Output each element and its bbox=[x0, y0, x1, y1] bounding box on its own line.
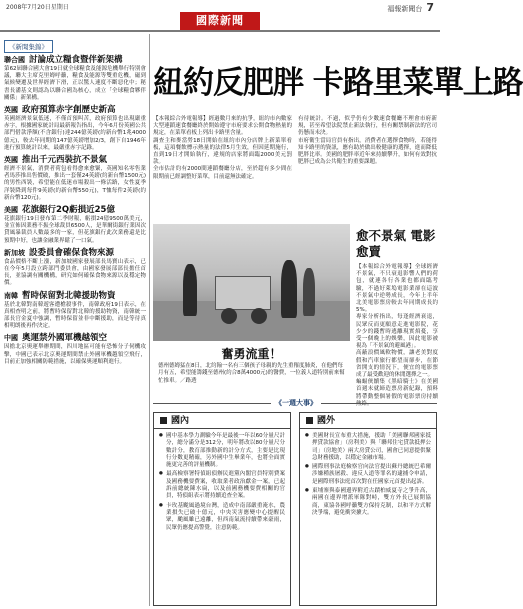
digest-body: 花旗銀行19日發布第二季財報，虧損24億9500萬美元，並宣佈因業務不振全球裁員6500人，是華爾街銀行業因次貸風暴裁員人數最多的一家，但花旗銀行此次業務還是比預期中好，也讓金融業界鬆了一口氣。 bbox=[4, 216, 146, 244]
news-photo bbox=[153, 224, 350, 341]
foreign-title-text: 國外 bbox=[317, 416, 336, 426]
photo-caption: 德州德姆猛在8日，北約翰一名有三個孩子母親的先生重罹度肺炎，在他們每月有五，希望能籌錢至德州(約合8萬4000元)的醫費，一位義人道特別前來幫忙推車。／路透 bbox=[158, 363, 345, 384]
digest-body: 英國經濟景氣低迷，不僅首預叫苦，政府預算也出現嚴重赤字，根據國家統計局最新報告指出，今年6月份英國公共部門借款淨額(不含銀行)達244億英鎊(約新台幣1兆4000億元)，較去年同期的147億英鎊增加2/3，創下自1946年進行預算統計以來，最嚴重赤字記錄。 bbox=[4, 116, 146, 151]
photo-title: 奮勇流重！ bbox=[221, 347, 282, 361]
photo-cart bbox=[215, 276, 271, 310]
digest-title: 暫時保留對北韓援助物資 bbox=[22, 290, 116, 301]
digest-body: 第62屆聯合國大會19日就全球糧食及能源危機舉行特別會議，聯大主席克里姆呼籲，糧食及能源等雙重危機，磁到氣候變遷及世界經濟下滑，正以驚人速度不斷惡化中；秘書長潘基文則認為以聯合國為核心，成立「全球糧食夥伴關係」新架構。 bbox=[4, 66, 146, 101]
page-header bbox=[0, 0, 440, 12]
digest-title: 推出千元西裝抗不景氣 bbox=[22, 155, 108, 166]
digest-headline bbox=[4, 248, 146, 259]
digest-item bbox=[4, 248, 146, 288]
digest-source: 聯合國 bbox=[4, 56, 25, 64]
digest-body: 因擔北京奧運舉辦期間，四川地區可能有恐怖分子伺機攻擊，中國已表示北京奧運期間禁止外國軍機越領空飛行，目前正加強相關防範措施，以確保奧運順利進行。 bbox=[4, 344, 146, 365]
square-bullet-icon bbox=[306, 417, 313, 424]
digest-item bbox=[4, 291, 146, 331]
digest-source: 美國 bbox=[4, 206, 18, 215]
section-banner: 國際新聞 bbox=[180, 12, 260, 30]
list-item: ● 最高檢察署特偵組偵辦民進黨內閣官員特別費案及國務機要費案，收取業者政治獻金一案，已起訴前總統陳水扁，以及前國務機要費相關的官員，特偵組表示將持續追查全案。 bbox=[159, 470, 285, 500]
domestic-title-text: 國內 bbox=[171, 416, 190, 426]
digest-headline bbox=[4, 291, 146, 302]
digest-title: 設委員會確保食物來源 bbox=[29, 247, 115, 258]
photo-person bbox=[303, 268, 315, 316]
domestic-box bbox=[153, 412, 291, 606]
digest-title: 花旗銀行2Q虧損近25億 bbox=[22, 205, 115, 216]
header-rule bbox=[0, 30, 440, 32]
digest-headline bbox=[4, 205, 146, 216]
digest-body: 經濟不景氣，消費者荷包看得愈來愈緊，英國知名零售業者馬莎推出售價破，推出一套僅24英鎊(約新台幣1500元)的男性西裝，希望能在低迷市場殺出一條活路，女性夏季洋裝降到每件9英鎊(約新台幣550元)，T恤每件2英鎊(約新台幣120元)。 bbox=[4, 166, 146, 201]
digest-item bbox=[4, 333, 146, 366]
main-story-col-2: 有待統計。不過，似乎仍有少數速食餐廳不理會市府新規，甚至希望法院禁止新法執行，但有關禁制新法的官司仍懸而未決。 市府衛生當局官員有指出，消費者在選擇食物時，若能得知卡路里的資訊，應有助於做出較健康的選擇，進而降低肥胖比率。美國的肥胖率近年來持續攀升，如何有效對抗肥胖已成為公共衛生的重要課題。 bbox=[298, 116, 437, 166]
foreign-title bbox=[300, 413, 436, 429]
header-date: 2008年7月20日星期日 bbox=[6, 4, 69, 11]
week-events-label: 《一週大事》 bbox=[271, 398, 321, 408]
digest-item bbox=[4, 155, 146, 202]
digest-source: 新加坡 bbox=[4, 248, 25, 257]
digest-title: 討論成立糧食暨伴新架構 bbox=[29, 55, 123, 65]
header-page-number: 7 bbox=[426, 1, 434, 14]
photo-person bbox=[183, 264, 197, 316]
photo-wheel bbox=[221, 308, 237, 324]
digest-headline bbox=[4, 155, 146, 166]
news-digest-column bbox=[4, 34, 146, 606]
list-item: ● 東埔寨與泰國邊界附近古蹟柏威夏寺之爭升高，兩國在邊界增派軍隊對峙，雙方外長已展開協商，東協各國呼籲雙方保持克制，以和平方式解決爭端，避免衝突擴大。 bbox=[305, 487, 431, 517]
digest-source: 英國 bbox=[4, 106, 18, 115]
digest-item bbox=[4, 205, 146, 245]
side-story-headline: 愈不景氣 電影愈賣 bbox=[356, 228, 436, 259]
week-events-bar bbox=[153, 398, 437, 408]
column-divider bbox=[149, 34, 150, 606]
digest-item bbox=[4, 55, 146, 102]
main-headline: 紐約反肥胖 卡路里菜單上路 bbox=[153, 65, 523, 101]
header-right bbox=[387, 1, 434, 14]
square-bullet-icon bbox=[160, 417, 167, 424]
main-story-col-1: 【本報綜合外電報導】經過數月來的抗爭，紐約市內數家大型連鎖速食餐廳終於開始遵守市府要求公開食物熱量的規定，在菜單看板上列出卡路里含量。 調查主和麥當勞18日開始在紐約市內分店牌上新菜單看板，這項餐飲標示熱量的法律5月生效，但因延期施行，直到19日才開始執行，違規的店家將面臨2000美元罰款。 全市估計約有2000間連鎖餐廳分店，至於超有多少間在限期前已經調整好菜單，目前還無法確定。 bbox=[153, 116, 292, 180]
digest-title: 奧運禁外國軍機越領空 bbox=[22, 333, 108, 344]
foreign-list bbox=[300, 429, 436, 517]
photo-wheel bbox=[251, 308, 267, 324]
digest-source: 南韓 bbox=[4, 291, 18, 300]
digest-headline bbox=[4, 55, 146, 66]
domestic-list bbox=[154, 429, 290, 532]
digest-title: 政府預算赤字創歷史新高 bbox=[22, 105, 116, 116]
digest-headline bbox=[4, 105, 146, 116]
digest-body: 食品價格不斷上漲，新加坡國家發展部長馬寶山表示，已在今年5月設立跨部門委員會，由國家發展部部長擔任首長，並協調有關機構，研究如何確保食物來源以及穩定物價。 bbox=[4, 258, 146, 287]
list-item: ● 卡玫基颱風過境台灣，造成中南部嚴重淹水，農業損失已破十億元，中央災害應變中心提醒民眾，颱風雖已遠離，但西南氣流持續帶來豪雨，民眾仍應提高警覺，注意防範。 bbox=[159, 502, 285, 532]
digest-source: 英國 bbox=[4, 156, 18, 165]
digest-source: 中國 bbox=[4, 334, 18, 343]
digest-item bbox=[4, 105, 146, 152]
list-item: ● 美國財長宣布重大措施，援助「美國聯邦國家抵押貸款協會」（房利美）與「聯邦住宅貸款抵押公司」（房地美）兩大房貸公司，國會已同意提供緊急財務援助，以穩定金融市場。 bbox=[305, 432, 431, 462]
digest-body: 基於北韓對南韓遊客遭槍殺事件，南韓政府19日表示，在真相查明之前，將暫時保留對北韓的援助物資，南韓統一部長官金夏中強調，暫時保留並非中斷援助，而是等待真相明朗後再作決定。 bbox=[4, 301, 146, 330]
list-item: ● 國際刑事法庭檢察官向法官提出蘇丹總統巴希爾涉嫌種族屠殺、違反人道等罪名的逮捕令申請，是國際刑事法庭首次對在任國家元首提出起訴。 bbox=[305, 463, 431, 486]
domestic-title bbox=[154, 413, 290, 429]
news-digest-tab: 《新聞集錦》 bbox=[4, 40, 53, 53]
side-story-body: 【本報綜合外電報導】全球經濟不景氣，不只衰退影響人們的荷包，就連各行各業也都面臨考驗，不過好萊塢電影業卻在這波不景氣中逆勢成長，今年上半年北美電影票房較去年同期成長約5%。 專家分析指出，每逢經濟衰退，民眾反而更願意走進電影院，花少少的錢暫時逃離現實煩憂，享受一個晚上的娛樂，因此電影被視為「不景氣的避風港」。 高蔽浪價風軟物價，讓老美對度假和汽車旅行都望而卻步，在節省開支的情況下，便宜的電影票成了最受歡迎的休閒選擇之一。 蝙蝠俠續集《黑暗騎士》在美國首週末就締造票房新紀錄，預料將帶動整個暑假的電影票房持續 bbox=[356, 264, 438, 400]
foreign-box bbox=[299, 412, 437, 606]
header-paper-name: 福報新聞台 bbox=[387, 5, 423, 13]
list-item: ● 國中基本學力測驗今年是最後一年以60分量尺計分，總分滿分是312分，明年將改以80分量尺分數計分，教育部推動新的計分方式，主要是比現行分數更精確，另外國中生畢業年，也將全面實施更完善的評量機制。 bbox=[159, 432, 285, 469]
photo-person bbox=[281, 260, 297, 318]
digest-headline bbox=[4, 333, 146, 344]
